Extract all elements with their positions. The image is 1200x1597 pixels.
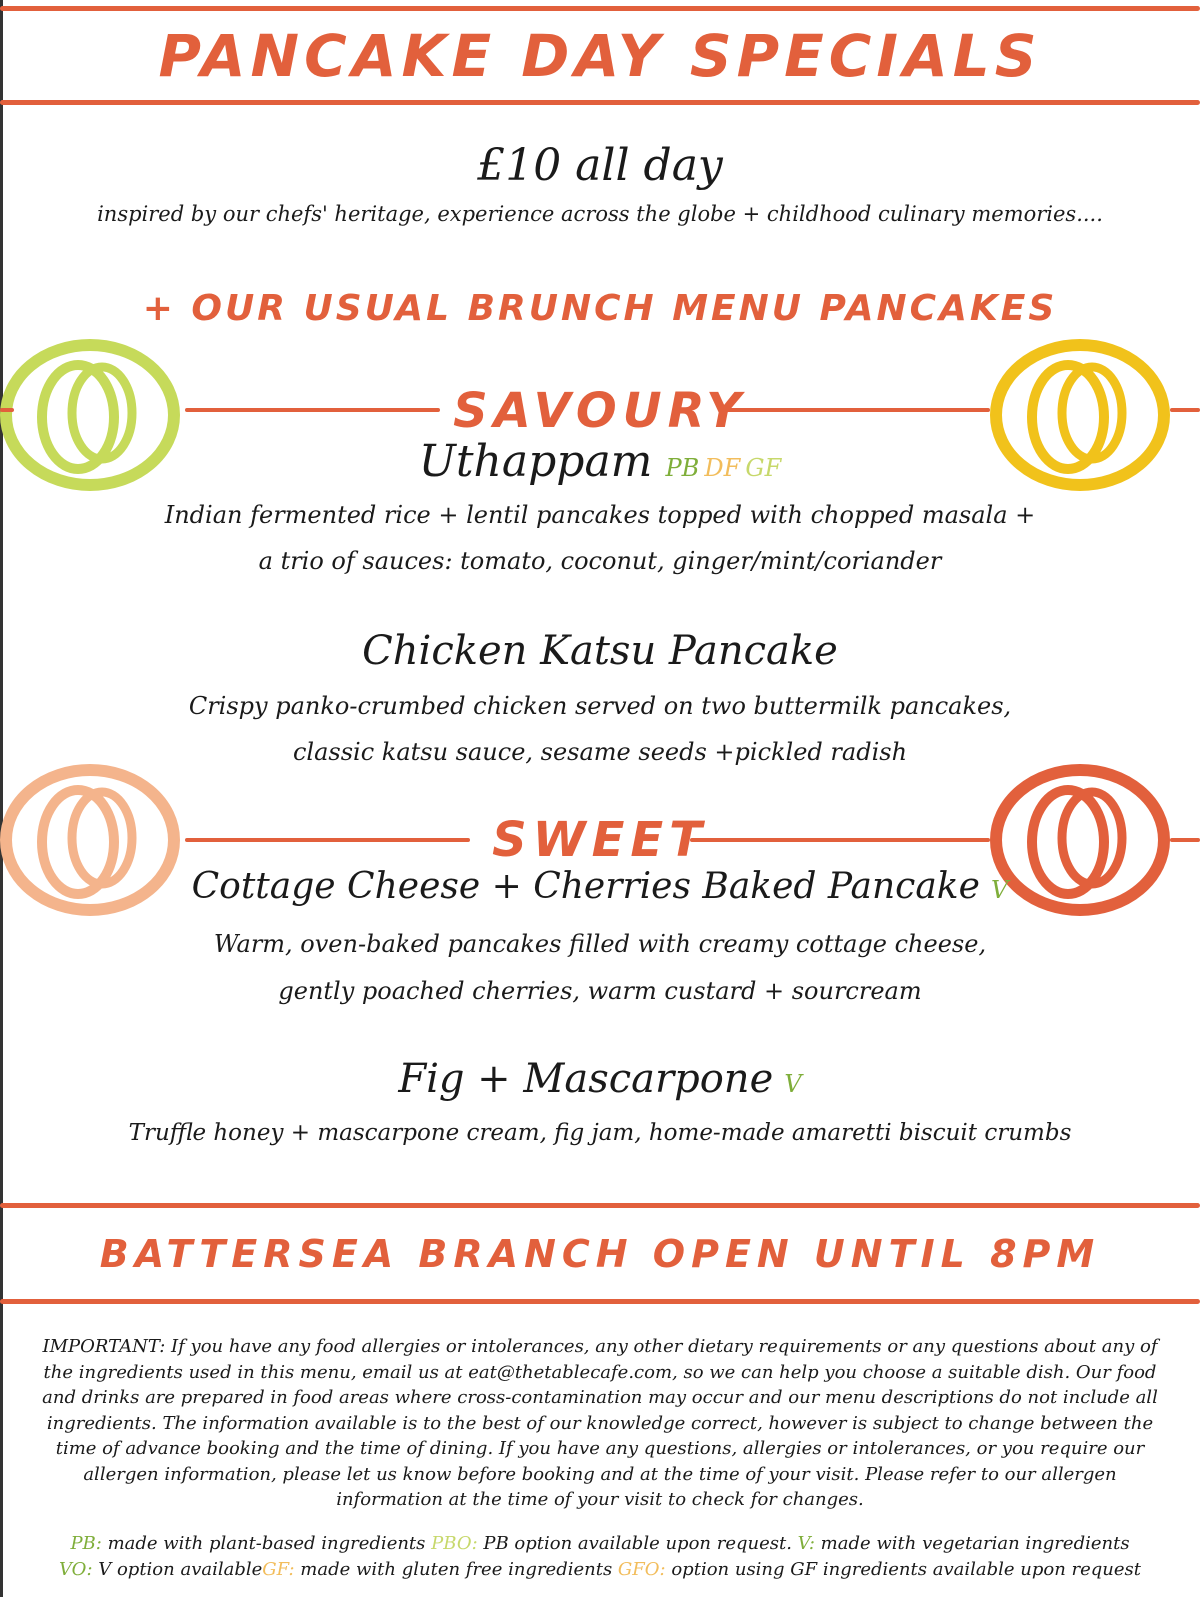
uthappam-desc-1: Indian fermented rice + lentil pancakes topped with chopped masala +	[164, 501, 1036, 529]
tag-v-fig: V	[784, 1070, 802, 1098]
usual-menu-heading: + OUR USUAL BRUNCH MENU PANCAKES	[142, 288, 1058, 329]
sweet-heading: SWEET	[492, 812, 708, 868]
branch-rule-bottom	[0, 1299, 1200, 1304]
cottage-desc-1: Warm, oven-baked pancakes filled with creamy cottage cheese,	[213, 930, 987, 958]
key-pb-text: made with plant-based ingredients	[101, 1533, 432, 1554]
title-rule	[0, 100, 1200, 105]
katsu-name: Chicken Katsu Pancake	[362, 628, 838, 674]
key-vo-text: V option available	[92, 1559, 263, 1580]
allergen-notice: IMPORTANT: If you have any food allergies or intolerances, any other dietary requirements or any questions about any of the ingredients used in this menu, email us at eat@thetablecafe.com, so we can help you choose a suitable dish. Our food and drinks are prepared in food areas where cross-contamination may occur and our menu descriptions do not include all ingredients. The information available is to the best of our knowledge correct, however is subject to change between the time of advance booking and the time of dining. If you have any questions, allergies or intolerances, or you require our allergen information, please let us know before booking and at the time of your visit. Please refer to our allergen information at the time of your visit to check for changes.	[42, 1336, 1158, 1510]
branch-rule-top	[0, 1203, 1200, 1208]
tagline: inspired by our chefs' heritage, experience across the globe + childhood culinary memories....	[97, 202, 1103, 226]
key-gfo-text: option using GF ingredients available upon request	[665, 1559, 1141, 1580]
tag-v-cottage: V	[991, 876, 1009, 904]
key-pbo-text: PB option available upon request.	[477, 1533, 798, 1554]
katsu-desc-2: classic katsu sauce, sesame seeds +pickled radish	[292, 738, 908, 766]
cottage-desc-2: gently poached cherries, warm custard + sourcream	[278, 977, 922, 1005]
tag-gf: GF	[745, 454, 782, 482]
dietary-key-1	[30, 1533, 1170, 1554]
uthappam-name: Uthappam	[418, 436, 653, 487]
key-vo: VO:	[59, 1559, 93, 1580]
key-v: V:	[797, 1533, 815, 1554]
key-pbo: PBO:	[431, 1533, 478, 1554]
key-gf-text: made with gluten free ingredients	[294, 1559, 618, 1580]
key-v-text: made with vegetarian ingredients	[814, 1533, 1130, 1554]
key-gfo: GFO:	[617, 1559, 666, 1580]
katsu-desc-1: Crispy panko-crumbed chicken served on two buttermilk pancakes,	[188, 692, 1012, 720]
branch-notice: BATTERSEA BRANCH OPEN UNTIL 8PM	[99, 1232, 1101, 1276]
page-title: PANCAKE DAY SPECIALS	[158, 22, 1042, 90]
uthappam-desc-2: a trio of sauces: tomato, coconut, ginger/mint/coriander	[258, 547, 942, 575]
top-rule	[0, 6, 1200, 11]
price: £10 all day	[477, 140, 723, 191]
savoury-heading: SAVOURY	[453, 383, 747, 439]
fig-desc: Truffle honey + mascarpone cream, fig jam, home-made amaretti biscuit crumbs	[128, 1120, 1072, 1146]
key-gf: GF:	[262, 1559, 295, 1580]
fig-name: Fig + Mascarpone	[398, 1056, 774, 1102]
tag-df: DF	[704, 454, 741, 482]
tag-pb: PB	[665, 454, 700, 482]
key-pb: PB:	[70, 1533, 102, 1554]
cottage-row	[0, 866, 1200, 907]
fig-row	[0, 1056, 1200, 1102]
cottage-name: Cottage Cheese + Cherries Baked Pancake	[191, 866, 980, 907]
dietary-key-2	[30, 1559, 1170, 1580]
uthappam-row	[0, 436, 1200, 487]
